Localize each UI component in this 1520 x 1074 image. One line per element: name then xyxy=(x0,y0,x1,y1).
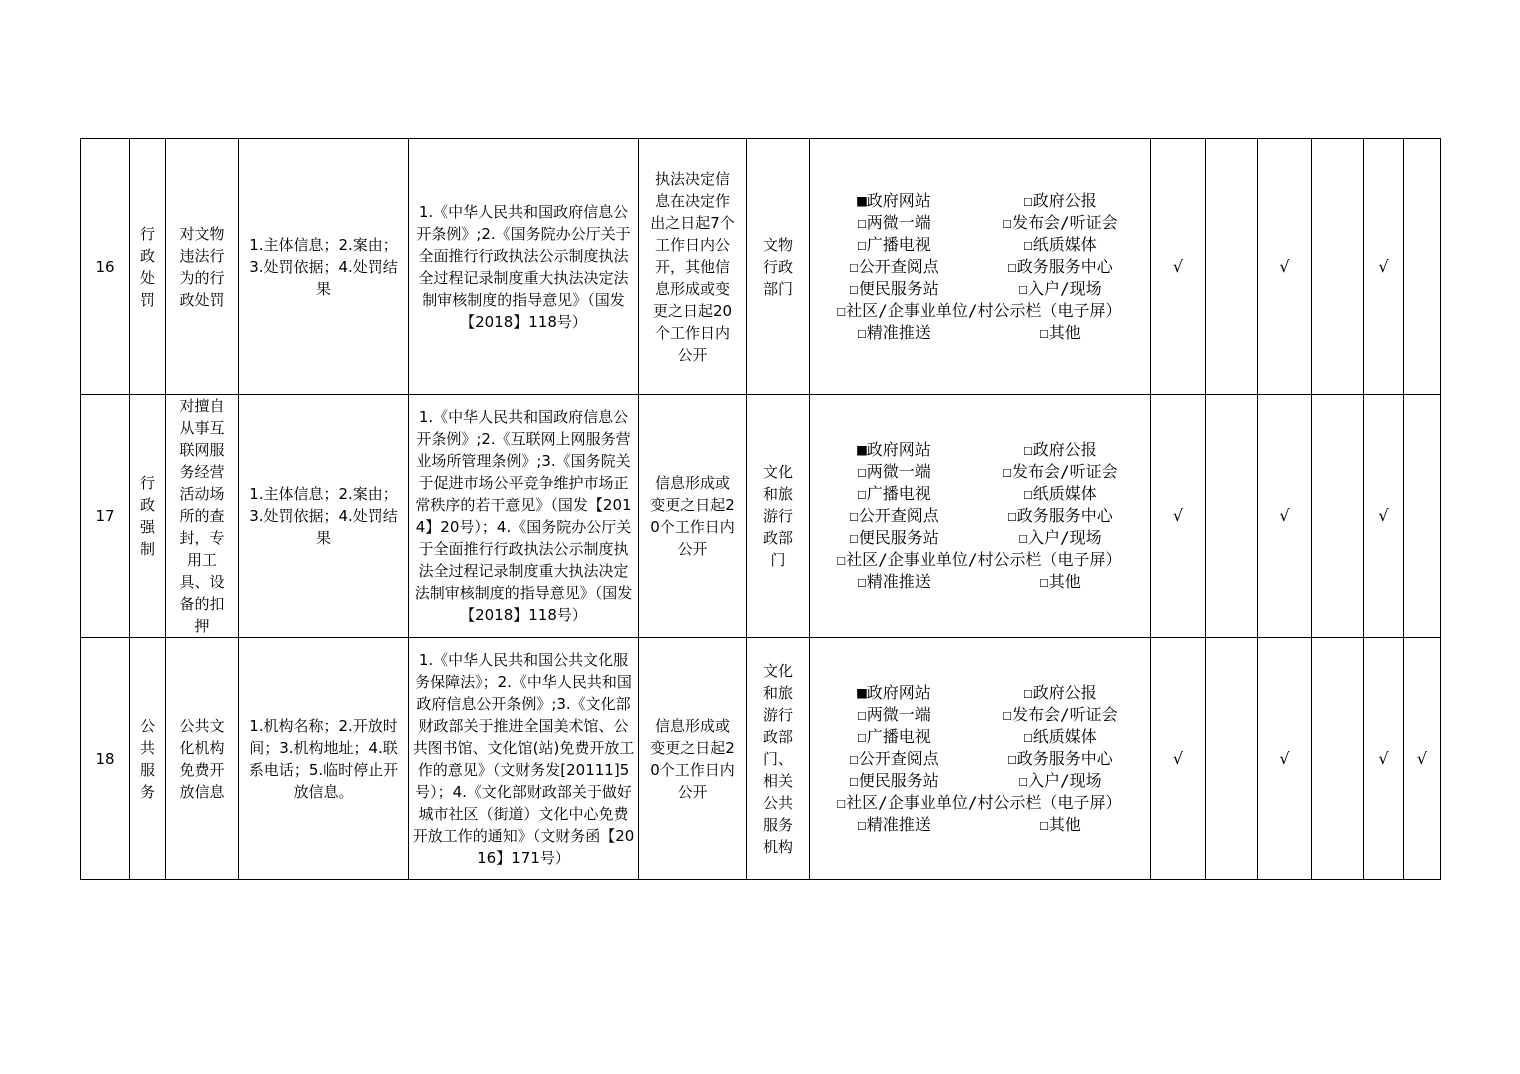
method-print-media: ☐纸质媒体 xyxy=(1023,234,1097,254)
method-reading-point: ☐公开查阅点 xyxy=(849,256,939,276)
disclosure-content: 1.主体信息；2.案由；3.处罚依据；4.处罚结果 xyxy=(239,139,409,395)
table-row xyxy=(81,638,1441,880)
method-press-hearing: ☐发布会/听证会 xyxy=(1002,704,1118,724)
matter-item: 对擅自从事互联网服务经营活动场所的查封，专用工具、设备的扣押 xyxy=(166,395,239,638)
method-onsite: ☐入户/现场 xyxy=(1018,770,1102,790)
method-gov-gazette: ☐政府公报 xyxy=(1023,190,1097,210)
method-two-one: ☐两微一端 xyxy=(857,212,931,232)
check-mark-5: √ xyxy=(1364,139,1404,395)
method-other: ☐其他 xyxy=(1039,322,1081,342)
method-reading-point: ☐公开查阅点 xyxy=(849,748,939,768)
matter-category: 公共服务 xyxy=(130,638,166,880)
disclosure-content: 1.机构名称；2.开放时间；3.机构地址；4.联系电话；5.临时停止开放信息。 xyxy=(239,638,409,880)
disclosure-table xyxy=(80,138,1441,880)
check-mark-4 xyxy=(1312,139,1364,395)
row-number: 17 xyxy=(81,395,130,638)
method-community-board: ☐社区/企事业单位/村公示栏（电子屏） xyxy=(836,300,1122,320)
disclosure-content: 1.主体信息；2.案由；3.处罚依据；4.处罚结果 xyxy=(239,395,409,638)
check-mark-3: √ xyxy=(1258,395,1312,638)
method-broadcast-tv: ☐广播电视 xyxy=(857,234,931,254)
method-gov-website: ■政府网站 xyxy=(857,440,931,459)
method-other: ☐其他 xyxy=(1039,572,1081,591)
check-mark-3: √ xyxy=(1258,139,1312,395)
method-other: ☐其他 xyxy=(1039,814,1081,834)
check-mark-2 xyxy=(1206,638,1258,880)
method-two-one: ☐两微一端 xyxy=(857,462,931,481)
method-broadcast-tv: ☐广播电视 xyxy=(857,726,931,746)
disclosure-basis: 1.《中华人民共和国政府信息公开条例》;2.《国务院办公厅关于全面推行行政执法公示制度执法全过程记录制度重大执法决定法制审核制度的指导意见》（国发【2018】118号） xyxy=(409,139,639,395)
method-reading-point: ☐公开查阅点 xyxy=(849,506,939,525)
method-service-center: ☐政务服务中心 xyxy=(1007,256,1113,276)
disclosure-methods xyxy=(810,139,1151,395)
check-mark-1: √ xyxy=(1151,395,1206,638)
disclosure-subject: 文物行政部门 xyxy=(747,139,810,395)
method-service-station: ☐便民服务站 xyxy=(849,278,939,298)
method-community-board: ☐社区/企事业单位/村公示栏（电子屏） xyxy=(836,792,1122,812)
row-number: 16 xyxy=(81,139,130,395)
method-service-center: ☐政务服务中心 xyxy=(1007,748,1113,768)
method-gov-gazette: ☐政府公报 xyxy=(1023,440,1097,459)
disclosure-basis: 1.《中华人民共和国政府信息公开条例》;2.《互联网上网服务营业场所管理条例》;3.《国务院关于促进市场公平竞争维护市场正常秩序的若干意见》（国发【2014】20号）；4.《国务院办公厅关于全面推行行政执法公示制度执法全过程记录制度重大执法决定法制审核制度的指导意见》（国发【2018】118号） xyxy=(409,395,639,638)
method-gov-website: ■政府网站 xyxy=(857,682,931,702)
check-mark-6 xyxy=(1404,139,1441,395)
check-mark-5: √ xyxy=(1364,638,1404,880)
row-number: 18 xyxy=(81,638,130,880)
check-mark-6 xyxy=(1404,395,1441,638)
table-row xyxy=(81,395,1441,638)
disclosure-subject: 文化和旅游行政部门、相关公共服务机构 xyxy=(747,638,810,880)
method-gov-website: ■政府网站 xyxy=(857,190,931,210)
method-precise-push: ☐精准推送 xyxy=(857,322,931,342)
method-precise-push: ☐精准推送 xyxy=(857,814,931,834)
matter-item: 公共文化机构免费开放信息 xyxy=(166,638,239,880)
method-community-board: ☐社区/企事业单位/村公示栏（电子屏） xyxy=(836,550,1122,569)
disclosure-subject: 文化和旅游行政部门 xyxy=(747,395,810,638)
check-mark-4 xyxy=(1312,395,1364,638)
method-precise-push: ☐精准推送 xyxy=(857,572,931,591)
method-service-center: ☐政务服务中心 xyxy=(1007,506,1113,525)
disclosure-basis: 1.《中华人民共和国公共文化服务保障法》；2.《中华人民共和国政府信息公开条例》;3.《文化部财政部关于推进全国美术馆、公共图书馆、文化馆(站)免费开放工作的意见》（文财务发[20111]5号）；4.《文化部财政部关于做好城市社区（街道）文化中心免费开放工作的通知》（文财务函【2016】171号） xyxy=(409,638,639,880)
check-mark-2 xyxy=(1206,395,1258,638)
disclosure-methods xyxy=(810,395,1151,638)
check-mark-2 xyxy=(1206,139,1258,395)
matter-category: 行政处罚 xyxy=(130,139,166,395)
method-service-station: ☐便民服务站 xyxy=(849,528,939,547)
check-mark-4 xyxy=(1312,638,1364,880)
method-press-hearing: ☐发布会/听证会 xyxy=(1002,462,1118,481)
method-service-station: ☐便民服务站 xyxy=(849,770,939,790)
disclosure-timing: 执法决定信息在决定作出之日起7个工作日内公开，其他信息形成或变更之日起20个工作日内公开 xyxy=(639,139,747,395)
method-broadcast-tv: ☐广播电视 xyxy=(857,484,931,503)
matter-category: 行政强制 xyxy=(130,395,166,638)
method-onsite: ☐入户/现场 xyxy=(1018,528,1102,547)
method-print-media: ☐纸质媒体 xyxy=(1023,484,1097,503)
disclosure-timing: 信息形成或变更之日起20个工作日内公开 xyxy=(639,395,747,638)
check-mark-1: √ xyxy=(1151,139,1206,395)
method-gov-gazette: ☐政府公报 xyxy=(1023,682,1097,702)
disclosure-methods xyxy=(810,638,1151,880)
method-press-hearing: ☐发布会/听证会 xyxy=(1002,212,1118,232)
disclosure-timing: 信息形成或变更之日起20个工作日内公开 xyxy=(639,638,747,880)
table-row xyxy=(81,139,1441,395)
matter-item: 对文物违法行为的行政处罚 xyxy=(166,139,239,395)
method-print-media: ☐纸质媒体 xyxy=(1023,726,1097,746)
method-onsite: ☐入户/现场 xyxy=(1018,278,1102,298)
check-mark-5: √ xyxy=(1364,395,1404,638)
check-mark-1: √ xyxy=(1151,638,1206,880)
check-mark-6: √ xyxy=(1404,638,1441,880)
method-two-one: ☐两微一端 xyxy=(857,704,931,724)
check-mark-3: √ xyxy=(1258,638,1312,880)
